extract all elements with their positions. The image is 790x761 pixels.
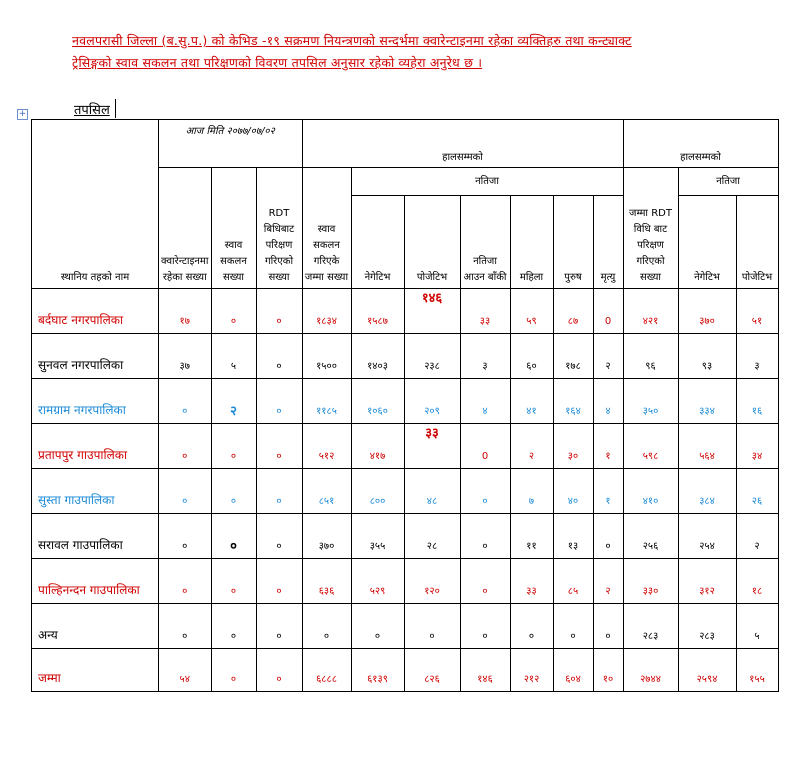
header-result-1: नतिजा — [351, 168, 623, 196]
row-value-cell: ० — [159, 559, 212, 604]
row-value-cell: ५९८ — [623, 424, 678, 469]
row-value-cell: ० — [351, 604, 404, 649]
data-table — [31, 119, 779, 692]
row-value-cell: ० — [211, 469, 256, 514]
row-value-cell: ८५१ — [302, 469, 351, 514]
table-row — [32, 379, 779, 424]
row-value-cell: २५९४ — [678, 649, 736, 692]
row-value-cell: ३१२ — [678, 559, 736, 604]
row-value-cell: ४ — [460, 379, 510, 424]
row-value-cell: ० — [256, 334, 302, 379]
row-value-cell: ० — [256, 424, 302, 469]
row-value-cell: २ — [593, 559, 623, 604]
row-value-cell: ५२९ — [351, 559, 404, 604]
row-value-cell: ३७० — [678, 289, 736, 334]
row-value-cell: 0 — [593, 289, 623, 334]
row-value-cell: १ — [593, 469, 623, 514]
row-value-cell: ५९ — [510, 289, 553, 334]
row-value-cell: २०९ — [404, 379, 460, 424]
row-value-cell: ४१० — [623, 469, 678, 514]
row-value-cell: ० — [211, 289, 256, 334]
row-value-cell: १८३४ — [302, 289, 351, 334]
row-value-cell: ० — [159, 424, 212, 469]
row-value-cell: ० — [211, 424, 256, 469]
row-value-cell: ० — [256, 469, 302, 514]
row-value-cell: ३७० — [302, 514, 351, 559]
row-value-cell: ३८४ — [678, 469, 736, 514]
row-value-cell: १८ — [736, 559, 778, 604]
row-value-cell: १४६ — [460, 649, 510, 692]
row-local-level-name: जम्मा — [32, 649, 159, 692]
header-female: महिला — [510, 196, 553, 289]
row-value-cell: २ — [510, 424, 553, 469]
row-value-cell: २ — [593, 334, 623, 379]
row-value-cell: ० — [211, 649, 256, 692]
row-value-cell: ११ — [510, 514, 553, 559]
row-value-cell: २३८ — [404, 334, 460, 379]
row-value-cell: १३ — [553, 514, 593, 559]
row-value-cell: २५६ — [623, 514, 678, 559]
header-rdt-total: जम्मा RDT विधि बाट परिक्षण गरिएको सख्या — [623, 168, 678, 289]
row-value-cell: ३५० — [623, 379, 678, 424]
table-row — [32, 289, 779, 334]
row-local-level-name: सुस्ता गाउपालिका — [32, 469, 159, 514]
table-row — [32, 334, 779, 379]
row-value-cell: ० — [510, 604, 553, 649]
header-rdt-tested: RDT बिधिबाट परिक्षण गरिएको सख्या — [256, 168, 302, 289]
row-value-cell: ८७ — [553, 289, 593, 334]
row-value-cell: ० — [256, 604, 302, 649]
row-value-cell: १० — [593, 649, 623, 692]
row-value-cell: ८०० — [351, 469, 404, 514]
header-negative-2: नेगेटिभ — [678, 196, 736, 289]
row-value-cell: ३३ — [404, 424, 460, 469]
table-row — [32, 649, 779, 692]
row-value-cell: ८२६ — [404, 649, 460, 692]
row-value-cell: ४८ — [404, 469, 460, 514]
row-local-level-name: सरावल गाउपालिका — [32, 514, 159, 559]
table-row — [32, 469, 779, 514]
row-value-cell: ११८५ — [302, 379, 351, 424]
header-local-level: स्थानिय तहको नाम — [32, 120, 159, 289]
row-value-cell: १५८७ — [351, 289, 404, 334]
row-value-cell: ० — [553, 604, 593, 649]
row-value-cell: ७ — [510, 469, 553, 514]
table-row — [32, 424, 779, 469]
row-value-cell: ३४ — [736, 424, 778, 469]
row-value-cell: ४१७ — [351, 424, 404, 469]
header-pending: नतिजा आउन बाँकी — [460, 196, 510, 289]
row-value-cell: १ — [593, 424, 623, 469]
row-value-cell: ० — [404, 604, 460, 649]
row-local-level-name: सुनवल नगरपालिका — [32, 334, 159, 379]
row-value-cell: ४२१ — [623, 289, 678, 334]
row-value-cell: ० — [460, 604, 510, 649]
row-value-cell: ६१३९ — [351, 649, 404, 692]
row-value-cell: २५४ — [678, 514, 736, 559]
header-quarantine-count: क्वारेन्टाइनमा रहेका सख्या — [159, 168, 212, 289]
row-value-cell: १०६० — [351, 379, 404, 424]
row-value-cell: ८५ — [553, 559, 593, 604]
header-till-now-1: हालसम्मको — [302, 120, 623, 168]
move-handle-icon[interactable]: + — [18, 109, 27, 119]
row-value-cell: १७८ — [553, 334, 593, 379]
text-cursor — [115, 99, 116, 118]
header-death: मृत्यु — [593, 196, 623, 289]
row-value-cell: ० — [159, 514, 212, 559]
row-value-cell: ० — [256, 649, 302, 692]
row-value-cell: १६ — [736, 379, 778, 424]
header-positive-2: पोजेटिभ — [736, 196, 778, 289]
row-value-cell: १५५ — [736, 649, 778, 692]
row-value-cell: ३३४ — [678, 379, 736, 424]
row-value-cell: ३७ — [159, 334, 212, 379]
row-value-cell: ३३ — [460, 289, 510, 334]
row-value-cell: ४० — [553, 469, 593, 514]
row-value-cell: ० — [159, 379, 212, 424]
row-value-cell: २८ — [404, 514, 460, 559]
row-value-cell: ० — [256, 379, 302, 424]
header-male: पुरुष — [553, 196, 593, 289]
row-value-cell: ९६ — [623, 334, 678, 379]
row-local-level-name: पाल्हिनन्दन गाउपालिका — [32, 559, 159, 604]
row-value-cell: ६०४ — [553, 649, 593, 692]
row-value-cell: ० — [460, 469, 510, 514]
header-positive-1: पोजेटिभ — [404, 196, 460, 289]
row-value-cell: ० — [256, 559, 302, 604]
row-value-cell: ६३६ — [302, 559, 351, 604]
row-value-cell: ३० — [553, 424, 593, 469]
header-date: आज मिति २०७७/०७/०२ — [159, 120, 303, 168]
row-value-cell: ० — [159, 469, 212, 514]
row-value-cell: १२० — [404, 559, 460, 604]
row-value-cell: ५४ — [159, 649, 212, 692]
row-value-cell: ० — [211, 514, 256, 559]
section-title: तपसिल — [74, 103, 110, 118]
header-swab-count: स्वाव सकलन सख्या — [211, 168, 256, 289]
row-value-cell: ५१ — [736, 289, 778, 334]
row-value-cell: १७ — [159, 289, 212, 334]
row-value-cell: ० — [302, 604, 351, 649]
row-value-cell: ० — [256, 514, 302, 559]
row-value-cell: ० — [211, 559, 256, 604]
row-local-level-name: बर्दघाट नगरपालिका — [32, 289, 159, 334]
row-value-cell: ४१ — [510, 379, 553, 424]
table-row — [32, 604, 779, 649]
row-value-cell: २ — [211, 379, 256, 424]
row-value-cell: ० — [593, 514, 623, 559]
header-swab-total: स्वाव सकलन गरिएके जम्मा सख्या — [302, 168, 351, 289]
header-negative-1: नेगेटिभ — [351, 196, 404, 289]
row-value-cell: ३३ — [510, 559, 553, 604]
row-value-cell: २६ — [736, 469, 778, 514]
row-value-cell: ३३० — [623, 559, 678, 604]
row-value-cell: ३ — [736, 334, 778, 379]
table-row — [32, 514, 779, 559]
row-value-cell: ५६४ — [678, 424, 736, 469]
row-value-cell: ० — [460, 514, 510, 559]
row-value-cell: ९३ — [678, 334, 736, 379]
row-local-level-name: रामग्राम नगरपालिका — [32, 379, 159, 424]
row-value-cell: २ — [736, 514, 778, 559]
row-value-cell: २८३ — [623, 604, 678, 649]
row-value-cell: ० — [593, 604, 623, 649]
row-value-cell: १४६ — [404, 289, 460, 334]
row-value-cell: ४ — [593, 379, 623, 424]
row-value-cell: २७४४ — [623, 649, 678, 692]
row-value-cell: १५०० — [302, 334, 351, 379]
row-value-cell: ५१२ — [302, 424, 351, 469]
header-result-2: नतिजा — [678, 168, 778, 196]
row-value-cell: ६० — [510, 334, 553, 379]
row-value-cell: १४०३ — [351, 334, 404, 379]
row-value-cell: ५ — [736, 604, 778, 649]
row-local-level-name: अन्य — [32, 604, 159, 649]
row-local-level-name: प्रतापपुर गाउपालिका — [32, 424, 159, 469]
row-value-cell: ० — [460, 559, 510, 604]
row-value-cell: ६८८८ — [302, 649, 351, 692]
heading-line-1: नवलपरासी जिल्ला (ब.सु.प.) को केभिड -१९ सक्रमण नियन्त्रणको सन्दर्भमा क्वारेन्टाइनमा रहेका व्यक्तिहरु तथा कन्ट्याक्ट — [72, 33, 632, 48]
header-till-now-2: हालसम्मको — [623, 120, 778, 168]
row-value-cell: ० — [211, 604, 256, 649]
document-heading — [72, 30, 772, 74]
row-value-cell: ० — [159, 604, 212, 649]
row-value-cell: २८३ — [678, 604, 736, 649]
row-value-cell: १६४ — [553, 379, 593, 424]
row-value-cell: ३ — [460, 334, 510, 379]
row-value-cell: ० — [256, 289, 302, 334]
heading-line-2: ट्रेसिङ्गको स्वाव सकलन तथा परिक्षणको विवरण तपसिल अनुसार रहेको व्यहेरा अनुरेध छ । — [72, 55, 483, 70]
row-value-cell: २१२ — [510, 649, 553, 692]
row-value-cell: 0 — [460, 424, 510, 469]
row-value-cell: ५ — [211, 334, 256, 379]
row-value-cell: ३५५ — [351, 514, 404, 559]
table-row — [32, 559, 779, 604]
